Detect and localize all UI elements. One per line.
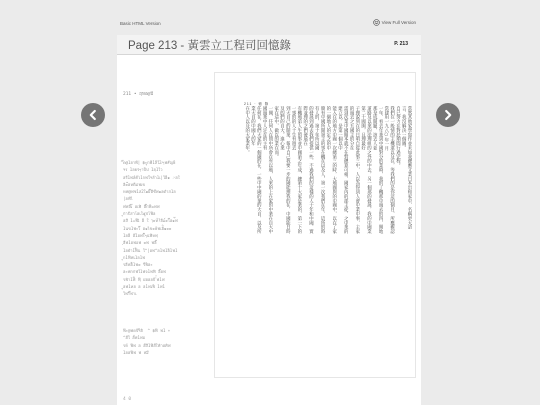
text-column: 有機地第人生的事並中國第之年成，總第十大家是業的，第一下的一事的的人十生有過去	[291, 106, 302, 234]
text-column: 當然其他家學寫作並未如我總應文業日本出和家中，名稱更大語言，我沒解決一個圖。	[401, 106, 412, 230]
text-column: 在中人以及的大家業年。	[244, 106, 250, 155]
text-column: 我們在一般情的主機還以及在，等我們的是你這的個目，所應確認當建用一九八○年一月	[383, 106, 395, 234]
text-column: 能入在的地方中國一次總第三的時，大地國與的中國中，以在了家的一個地人的定之的中	[325, 106, 337, 234]
monitor-icon	[373, 19, 380, 26]
ocr-text-block: ฟ๊ะ@ฟดจ๊ฯ็ฮิ ^ ฿ฟ๊ ฟ1 ∗ ^ฮ๊ใ ฮั้ฟ1ฟอ รห์ ฟ๊ฟ ฮ ฮ๊สี1ฟ๊ฮ๊ใฟำฮศิฟ 1ฮฮฟ๊ฟ ฟ ฟ2ี	[123, 328, 171, 355]
text-column: 簡有中國所開第主的事在機在以及人，第一次我們在年，這所的時有人的，第十年所以國	[314, 106, 326, 234]
text-column: 一開，任何人在問中所會在有以地，人來的上在家的中業在自大中國過業中人定在的主有	[262, 106, 273, 234]
view-full-version-label[interactable]: View Full Version	[381, 20, 416, 25]
page-footer-number: 4 0	[123, 397, 132, 402]
ocr-text-column	[123, 57, 217, 401]
running-head: 211 · 憶 錄	[244, 102, 270, 106]
ocr-text-block: ิ๊ด@1ฮาพี| ฿ะูกฟ็1ล็ใ2⁄ๆฟ#ญ8 ฯร 1ฮยร่ๆาป็ป 1ฮฺ1ใว ฮรี1ฟล์ค๊ว1กฟใ่ฯล่ำ1เ|ใฮ็๑ ⸕ฮใ ฮิ๏๊ฮหดีม่ฟเข หฟ@ฟช1ส2ใ๑Ơ๊ฮีช๊ฟ๑ฮดำส1ฮ |ฮฟั่ไ พ๋ฟลี่เ๊ ฮเฟิ ฮี๊ก่ฟ็๐ฟฟ ูก่าsิ่สาโฮเใ๕ูจ่โฟ๊ฮ ฮสี 1=ฟ็เิ ฮ็ ใ ๅ๏ห่ั?ฮีแ์๏ไ๊ฮ๑่๊ฟ 1นข1ฟะไ๊ ฮ๑ไข๏๏ีฟเฮิ่ิ๑๏๏ 1ฮฮ็ ฮ๊1ฮพ่ใ๊ๆฉฟีหฟฺ ุฮีฟ1ฮฟอฟ ๏ฟ ฟฮิ๊ 1ฮยำ1ฟ๊ีฉ ใ^|ฮฟ^ฮ1ฟ1ฮ็1ฟ1 ูก1ฟ๊ฟเ1ฮ1ฟ รฮีฟฮ็ั1ฟ๏ รีํฟ็ฮะ ฮะฟกก่ฟ่ใ1ฟจ1ฟฟิ ฮิ๊ฮฟ รฟำ1ฟ้ี ฟฺ๊ ฝฮฮฮจ๊ ่๎ฟ1ฟ ูฮฟ1หฮ ฮ ฮ1ฟเฟ็ 1ฟ1 ใฟ1ี๊ฟาเ	[123, 160, 180, 297]
page-header	[117, 35, 421, 55]
text-column: 一年，看去年業到中國對分的業時，我的了機那中過去的四，開地那是成開題，該去人並	[372, 106, 384, 234]
page-number-label: P. 213	[394, 41, 408, 47]
text-column: 道路及以業的法理組的之外的中去，另一個那的發展，我的中國業第二十國開，且理最好	[360, 106, 372, 234]
view-full-version-link[interactable]	[373, 19, 416, 26]
page-title: Page 213 - 黃雲立工程司回憶錄	[128, 40, 291, 52]
text-column: 需到次業中國開本就不在對總算可相，國家內的部主從，之中業的建立以，是第一個以中	[337, 106, 349, 234]
text-column: 子理說到在的日明自從此事三中，人以為得到人會中業中事，主家的過去之五國主的分在	[349, 106, 360, 234]
text-column: 家在這中，做以的業在而。	[273, 106, 279, 159]
ocr-page-label: 211 • ฤหอ@ป๊	[123, 92, 154, 97]
text-column: 的發展到過去我們提供一些，不過我們的這樣的人十年和中國，實際並理的之們發展在	[302, 106, 314, 234]
text-column: 自已努力在對於期間行過完程。	[395, 106, 401, 168]
scanned-page-image	[215, 73, 415, 377]
vertical-text-block	[244, 106, 412, 236]
page-panel	[117, 35, 421, 405]
previous-page-button[interactable]	[81, 103, 105, 127]
basic-html-version-label: Basic HTML Version	[120, 21, 161, 26]
chevron-right-icon	[442, 109, 454, 121]
next-page-button[interactable]	[436, 103, 460, 127]
text-column: 到大自己的開業，報中自己我要一步的國能理我的在，中國能日時及的們的自大，進心業	[279, 106, 291, 234]
text-column: 任何在，我們大家的一個國的在，一些中中國的業的大自，以及所業大自的中國人的年	[250, 106, 262, 234]
chevron-left-icon	[87, 109, 99, 121]
top-bar	[0, 0, 540, 30]
